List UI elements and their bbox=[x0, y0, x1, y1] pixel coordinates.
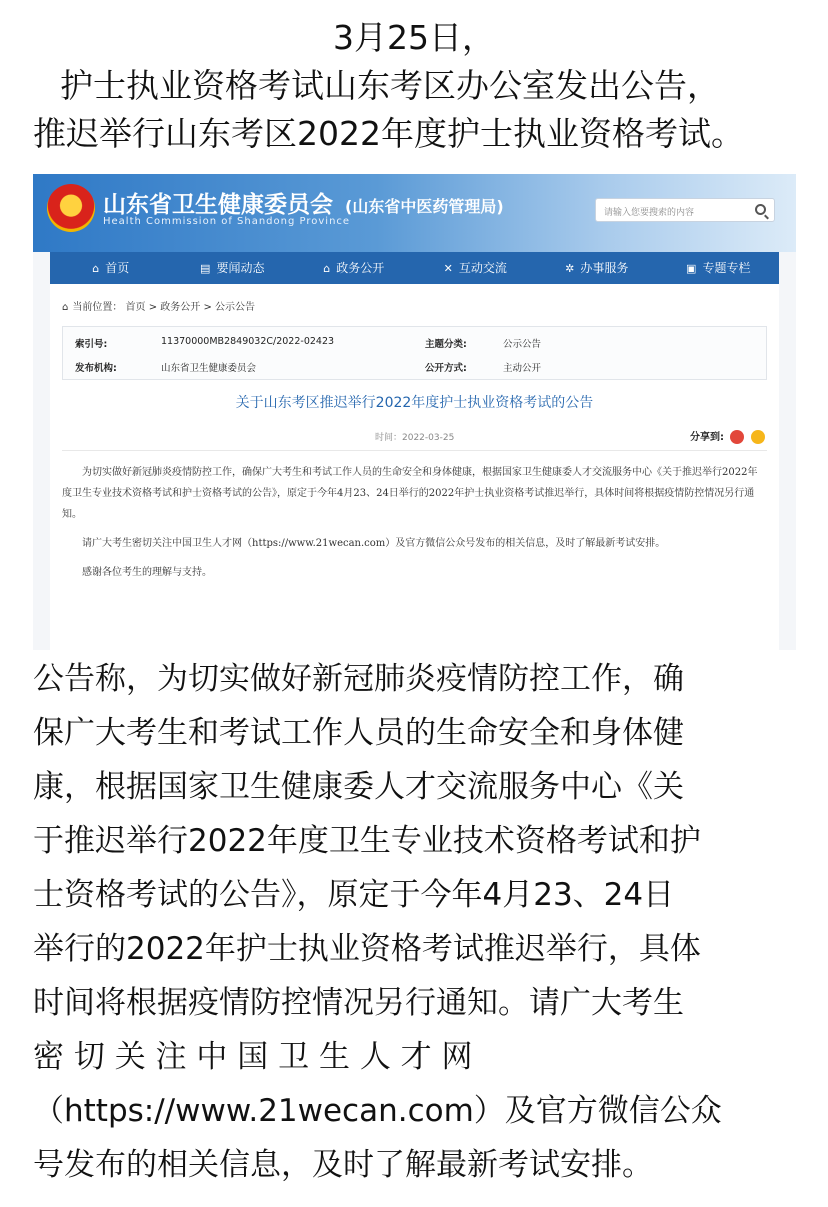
meta-index-value: 11370000MB2849032C/2022-02423 bbox=[161, 336, 335, 347]
article-content-panel bbox=[50, 284, 779, 650]
article-line: 公告称，为切实做好新冠肺炎疫情防控工作，确 bbox=[33, 661, 684, 697]
national-emblem-icon bbox=[47, 184, 95, 232]
article-line: 保广大考生和考试工作人员的生命安全和身体健 bbox=[33, 715, 684, 751]
article-meta-table bbox=[62, 326, 767, 380]
nav-item-services[interactable]: ✲ 办事服务 bbox=[536, 252, 658, 284]
article-line: 举行的2022年护士执业资格考试推迟举行，具体 bbox=[33, 931, 701, 967]
nav-item-news[interactable]: ▤ 要闻动态 bbox=[172, 252, 294, 284]
article-title: 关于山东考区推迟举行2022年度护士执业资格考试的公告 bbox=[235, 395, 594, 411]
meta-category-value: 公示公告 bbox=[503, 339, 542, 350]
nav-item-interaction[interactable]: ✕ 互动交流 bbox=[415, 252, 537, 284]
qzone-share-icon[interactable] bbox=[751, 430, 765, 444]
site-search-box[interactable] bbox=[595, 198, 775, 222]
site-title-english: Health Commission of Shandong Province bbox=[103, 216, 351, 227]
meta-method-value: 主动公开 bbox=[503, 363, 542, 374]
embedded-website-screenshot bbox=[33, 174, 796, 650]
article-line: 士资格考试的公告》，原定于今年4月23、24日 bbox=[33, 877, 675, 913]
meta-category-label: 主题分类: bbox=[425, 339, 467, 350]
meta-issuer-value: 山东省卫生健康委员会 bbox=[161, 363, 257, 374]
article-text bbox=[33, 652, 795, 1192]
intro-block bbox=[0, 14, 828, 158]
meta-method-label: 公开方式: bbox=[425, 363, 467, 374]
intro-date-line: 3月25日， bbox=[333, 18, 495, 57]
site-title-main: 山东省卫生健康委员会 bbox=[103, 192, 333, 218]
share-label: 分享到: bbox=[690, 432, 724, 443]
intro-line-3: 推迟举行山东考区2022年度护士执业资格考试。 bbox=[33, 114, 744, 153]
article-paragraph: 为切实做好新冠肺炎疫情防控工作，确保广大考生和考试工作人员的生命安全和身体健康，根据国家卫生健康委人才交流服务中心《关于推迟举行2022年度卫生专业技术资格考试和护士资格考试的公告》，原定于今年4月23、24日举行的2022年护士执业资格考试推迟举行，具体时间将根据疫情防控情况另行通知。 bbox=[62, 467, 758, 520]
article-line: 于推迟举行2022年度卫生专业技术资格考试和护 bbox=[33, 823, 701, 859]
gear-icon: ✲ bbox=[565, 262, 575, 275]
home-icon: ⌂ bbox=[62, 302, 69, 313]
article-line: 号发布的相关信息，及时了解最新考试安排。 bbox=[33, 1147, 653, 1183]
meta-issuer-label: 发布机构: bbox=[75, 363, 117, 374]
folder-icon: ▣ bbox=[686, 262, 697, 275]
newspaper-icon: ▤ bbox=[200, 262, 211, 275]
article-paragraph: 请广大考生密切关注中国卫生人才网（https://www.21wecan.com）及官方微信公众号发布的相关信息，及时了解最新考试安排。 bbox=[82, 538, 666, 549]
home-icon: ⌂ bbox=[92, 262, 100, 275]
building-icon: ⌂ bbox=[323, 262, 331, 275]
article-line: 康，根据国家卫生健康委人才交流服务中心《关 bbox=[33, 769, 684, 805]
article-paragraph: 感谢各位考生的理解与支持。 bbox=[82, 567, 212, 578]
exchange-icon: ✕ bbox=[443, 262, 453, 275]
share-bar bbox=[690, 428, 765, 444]
article-line: 时间将根据疫情防控情况另行通知。请广大考生 bbox=[33, 985, 684, 1021]
article-line: （https://www.21wecan.com）及官方微信公众 bbox=[33, 1093, 722, 1129]
article-date: 时间：2022-03-25 bbox=[375, 433, 455, 443]
intro-line-2: 护士执业资格考试山东考区办公室发出公告， bbox=[60, 66, 720, 105]
breadcrumb: ⌂ 当前位置： 首页 > 政务公开 > 公示公告 bbox=[62, 302, 256, 313]
nav-item-government[interactable]: ⌂ 政务公开 bbox=[293, 252, 415, 284]
site-title bbox=[103, 186, 504, 219]
search-icon[interactable] bbox=[755, 204, 766, 215]
site-nav-bar bbox=[50, 252, 779, 284]
weibo-share-icon[interactable] bbox=[730, 430, 744, 444]
site-search-placeholder: 请输入您要搜索的内容 bbox=[604, 208, 695, 218]
site-header bbox=[33, 174, 796, 252]
site-title-sub: (山东省中医药管理局) bbox=[345, 197, 504, 216]
meta-index-label: 索引号: bbox=[75, 339, 108, 350]
nav-item-home[interactable]: ⌂ 首页 bbox=[50, 252, 172, 284]
article-line: 密 切 关 注 中 国 卫 生 人 才 网 bbox=[33, 1039, 473, 1075]
divider bbox=[62, 450, 767, 451]
nav-item-topics[interactable]: ▣ 专题专栏 bbox=[658, 252, 780, 284]
article-body bbox=[62, 462, 767, 591]
